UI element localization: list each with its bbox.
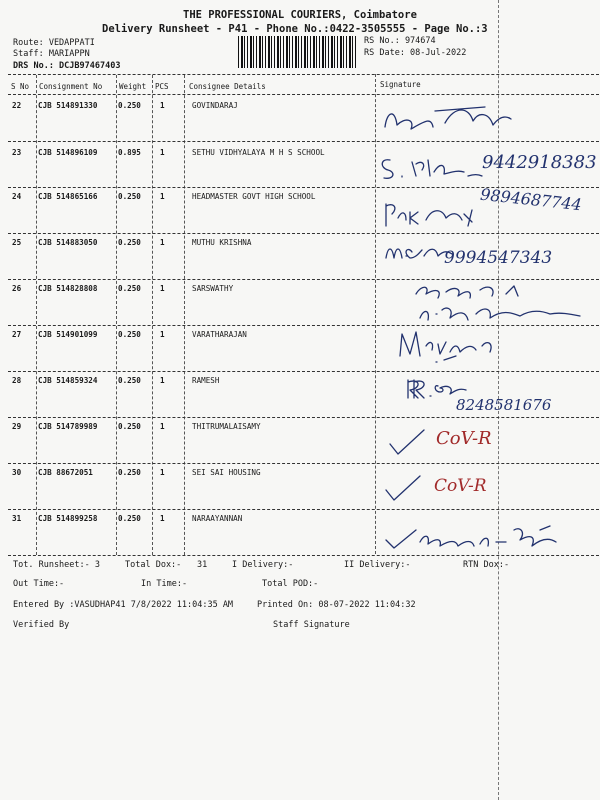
signature-mark [375, 99, 535, 139]
table-row [0, 142, 600, 190]
staff-signature: Staff Signature [273, 620, 350, 630]
row-pcs: 1 [160, 330, 165, 339]
row-consignee: VARATHARAJAN [192, 330, 247, 339]
in-time-label: In Time:- [141, 579, 188, 589]
table-row [0, 184, 600, 236]
col-weight: Weight [119, 82, 147, 91]
signature-mark [380, 192, 490, 232]
col-sno: S No [11, 82, 30, 91]
row-pcs: 1 [160, 284, 165, 293]
row-consignee: MUTHU KRISHNA [192, 238, 252, 247]
total-pod-label: Total POD:- [262, 579, 319, 589]
total-dox-label: Total Dox:- [125, 560, 182, 570]
row-weight: 0.250 [118, 376, 141, 385]
row-consignment: CJB 514828808 [38, 284, 98, 293]
rs-date: RS Date: 08-Jul-2022 [364, 48, 467, 58]
row-pcs: 1 [160, 468, 165, 477]
signature-mark [410, 280, 590, 326]
row-pcs: 1 [160, 148, 165, 157]
row-weight: 0.250 [118, 238, 141, 247]
row-pcs: 1 [160, 238, 165, 247]
row-consignment: CJB 514865166 [38, 192, 98, 201]
route-label: Route: VEDAPPATI [13, 38, 95, 48]
row-consignee: HEADMASTER GOVT HIGH SCHOOL [192, 192, 316, 201]
row-consignee: RAMESH [192, 376, 220, 385]
table-top-rule [8, 74, 599, 75]
row-weight: 0.250 [118, 284, 141, 293]
col-signature: Signature [380, 80, 421, 89]
verified-by: Verified By [13, 620, 70, 630]
row-sno: 29 [12, 422, 22, 431]
row-consignment: CJB 514859324 [38, 376, 98, 385]
row-sno: 27 [12, 330, 22, 339]
row-consignment: CJB 514896109 [38, 148, 98, 157]
row-consignee: SEI SAI HOUSING [192, 468, 261, 477]
row-sno: 25 [12, 238, 22, 247]
row-sno: 23 [12, 148, 22, 157]
row-sno: 26 [12, 284, 22, 293]
barcode [238, 36, 358, 68]
tick-mark [380, 470, 430, 504]
row-sno: 30 [12, 468, 22, 477]
col-pcs: PCS [155, 82, 169, 91]
row-sno: 24 [12, 192, 22, 201]
signature-mark [380, 516, 580, 556]
tot-runsheet: Tot. Runsheet:- 3 [13, 560, 100, 570]
rs-number: RS No.: 974674 [364, 36, 436, 46]
row-weight: 0.250 [118, 192, 141, 201]
company-title: THE PROFESSIONAL COURIERS, Coimbatore [183, 9, 417, 21]
row-consignee: NARAAYANNAN [192, 514, 243, 523]
row-consignee: SETHU VIDHYALAYA M H S SCHOOL [192, 148, 325, 157]
signature-mark [396, 326, 506, 366]
row-consignment: CJB 88672051 [38, 468, 93, 477]
signature-phone: 9894687744 [479, 184, 583, 215]
row-sno: 28 [12, 376, 22, 385]
total-dox-value: 31 [197, 560, 208, 570]
covid-remark: CoV-R [434, 476, 487, 496]
row-weight: 0.250 [118, 422, 141, 431]
row-weight: 0.250 [118, 101, 141, 110]
printed-on: Printed On: 08-07-2022 11:04:32 [257, 600, 416, 610]
i-delivery-label: I Delivery:- [232, 560, 294, 570]
table-row [0, 510, 600, 558]
rtn-dox-label: RTN Dox:- [463, 560, 510, 570]
row-weight: 0.250 [118, 330, 141, 339]
out-time-label: Out Time:- [13, 579, 65, 589]
signature-phone: 9442918383 [482, 152, 597, 173]
table-row [0, 464, 600, 512]
row-consignment: CJB 514883050 [38, 238, 98, 247]
row-sno: 31 [12, 514, 22, 523]
table-row [0, 418, 600, 466]
row-weight: 0.250 [118, 514, 141, 523]
row-pcs: 1 [160, 192, 165, 201]
col-consignment: Consignment No [39, 82, 103, 91]
row-rule [8, 555, 599, 556]
ii-delivery-label: II Delivery:- [344, 560, 411, 570]
signature-phone: 8248581676 [456, 396, 552, 414]
row-pcs: 1 [160, 422, 165, 431]
staff-label: Staff: MARIAPPN [13, 49, 90, 59]
row-weight: 0.250 [118, 468, 141, 477]
row-weight: 0.895 [118, 148, 141, 157]
row-consignment: CJB 514891330 [38, 101, 98, 110]
table-row [0, 234, 600, 282]
row-consignment: CJB 514901099 [38, 330, 98, 339]
entered-by: Entered By :VASUDHAP41 7/8/2022 11:04:35 AM [13, 600, 234, 610]
row-pcs: 1 [160, 514, 165, 523]
row-pcs: 1 [160, 101, 165, 110]
row-pcs: 1 [160, 376, 165, 385]
row-consignee: GOVINDARAJ [192, 101, 238, 110]
signature-phone: 9994547343 [444, 248, 553, 268]
table-row [0, 280, 600, 328]
covid-remark: CoV-R [436, 428, 492, 449]
row-sno: 22 [12, 101, 22, 110]
runsheet-title: Delivery Runsheet - P41 - Phone No.:0422-3505555 - Page No.:3 [102, 23, 488, 35]
row-consignee: SARSWATHY [192, 284, 234, 293]
col-consignee: Consignee Details [189, 82, 266, 91]
drs-number: DRS No.: DCJB97467403 [13, 61, 121, 71]
row-consignment: CJB 514899258 [38, 514, 98, 523]
row-consignment: CJB 514789989 [38, 422, 98, 431]
table-row [0, 95, 600, 143]
signature-mark [378, 150, 488, 184]
table-row [0, 326, 600, 374]
table-row [0, 372, 600, 420]
row-consignee: THITRUMALAISAMY [192, 422, 261, 431]
tick-mark [384, 424, 434, 458]
